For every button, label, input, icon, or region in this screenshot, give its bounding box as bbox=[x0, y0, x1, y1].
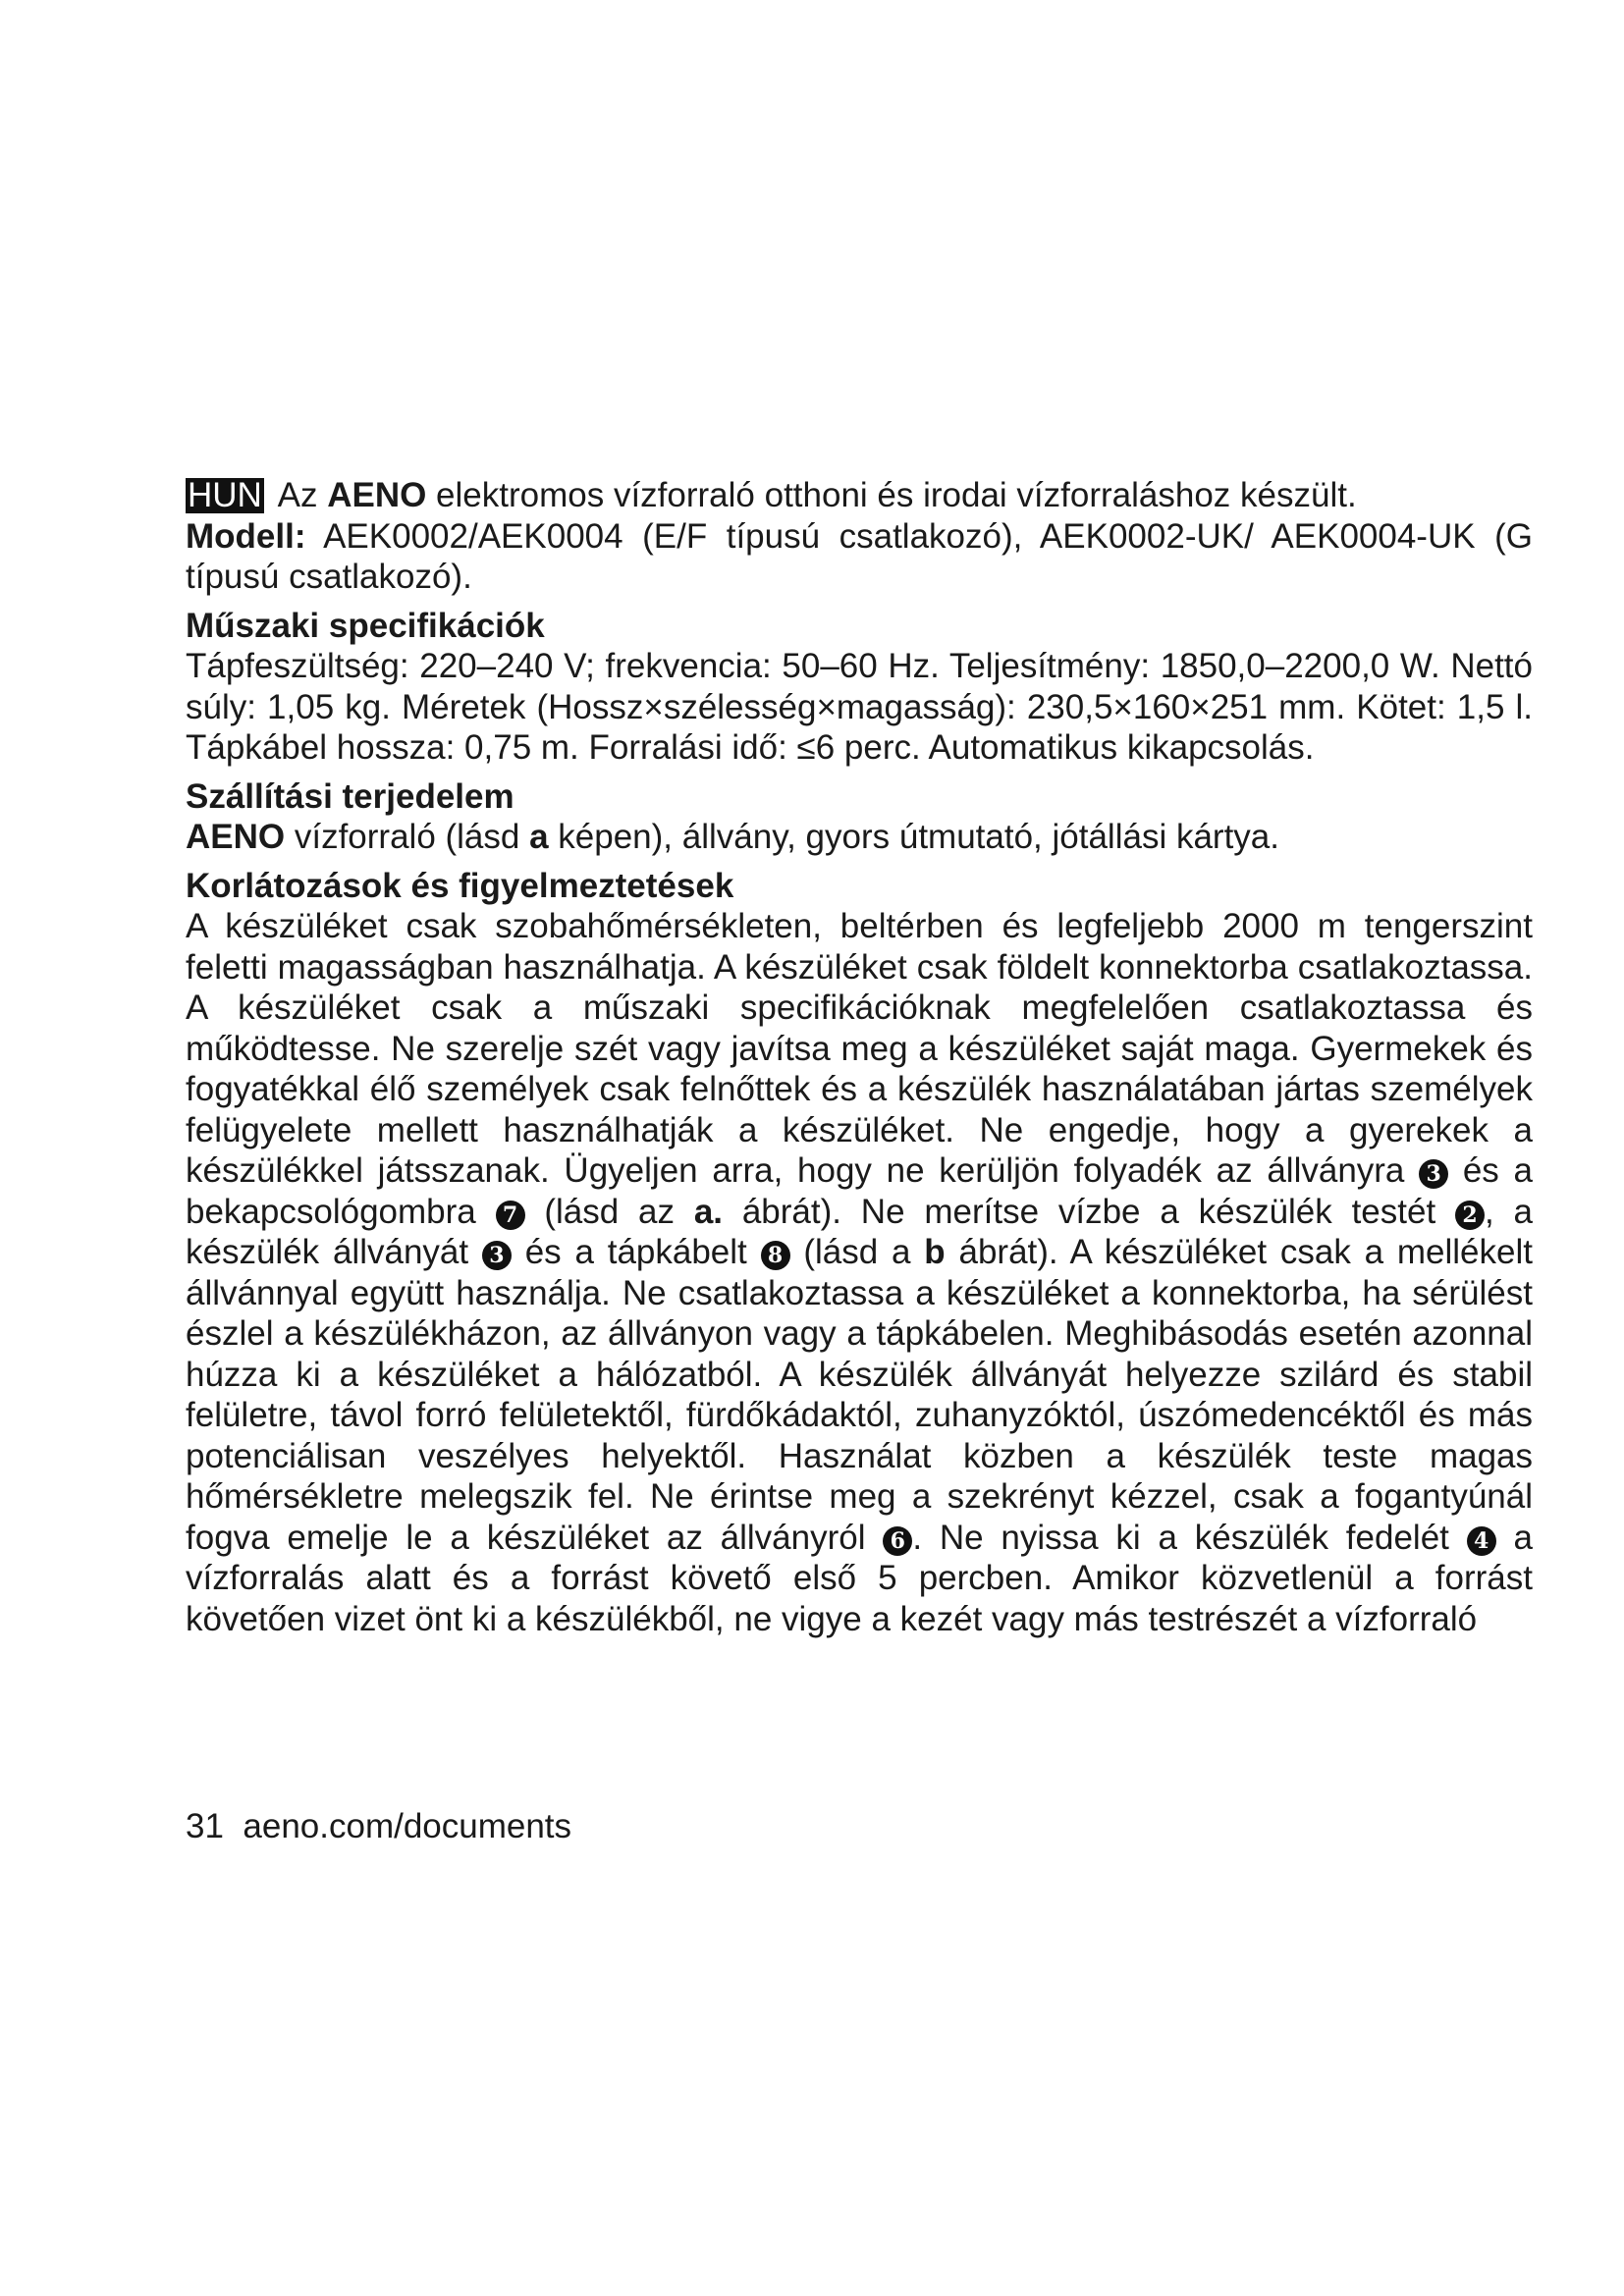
delivery-heading: Szállítási terjedelem bbox=[186, 776, 514, 816]
page-number: 31 bbox=[186, 1807, 224, 1845]
warnings-text-part: A készüléket csak szobahőmérsékleten, beltérben és legfeljebb 2000 m tengerszint feletti magasságban használhatja. A készüléket csak földelt konnektorba csatlakoztassa. A készüléket csak a műszaki specifikációknak megfelelően csatlakoztassa és működtesse. Ne szerelje szét vagy javítsa meg a készüléket saját maga. Gyermekek és fogyatékkal élő személyek csak felnőttek és a készülék használatában jártas személyek felügyelete mellett használhatják a készüléket. Ne engedje, hogy a gyerekek a készülékkel játsszanak. Ügyeljen arra, hogy ne kerüljön folyadék az állványra bbox=[186, 907, 1533, 1190]
warnings-text-part: , a készülék állványát bbox=[186, 1192, 1534, 1271]
figure-ref: a bbox=[529, 818, 549, 856]
warnings-text-part: és a bekapcsológombra bbox=[186, 1151, 1533, 1231]
delivery-text-part: képen), állvány, gyors útmutató, jótállási kártya. bbox=[548, 818, 1279, 856]
specs-heading: Műszaki specifikációk bbox=[186, 606, 545, 645]
warnings-text-part: a vízforralás alatt és a forrást követő első 5 percben. Amikor közvetlenül a forrást követően vizet önt ki a készülékből, ne vigye a kezét vagy más testrészét a vízforraló bbox=[186, 1518, 1533, 1638]
brand-name: AENO bbox=[186, 818, 286, 856]
callout-number-icon: 7 bbox=[496, 1201, 525, 1230]
intro-text: elektromos vízforraló otthoni és irodai vízforraláshoz készült. bbox=[426, 476, 1357, 514]
figure-ref: a. bbox=[693, 1192, 724, 1231]
warnings-heading: Korlátozások és figyelmeztetések bbox=[186, 866, 734, 905]
callout-number-icon: 4 bbox=[1467, 1526, 1496, 1556]
callout-number-icon: 3 bbox=[482, 1241, 512, 1270]
warnings-text-part: (lásd a bbox=[789, 1233, 925, 1271]
warnings-text-part: . Ne nyissa ki a készülék fedelét bbox=[912, 1518, 1467, 1557]
page-footer bbox=[186, 1806, 571, 1846]
warnings-text-part: ábrát). A készüléket csak a mellékelt állvánnyal együtt használja. Ne csatlakoztassa a készüléket a konnektorba, ha sérülést észlel a készülékházon, az állványon vagy a tápkábelen. Meghibásodás esetén azonnal húzza ki a készüléket a hálózatból. A készülék állványát helyezze szilárd és stabil felületre, távol forró felületektől, fürdőkádaktól, zuhanyzóktól, úszómedencéktől és más potenciálisan veszélyes helyektől. Használat közben a készülék teste magas hőmérsékletre melegszik fel. Ne érintse meg a szekrényt kézzel, csak a fogantyúnál fogva emelje le a készüléket az állványról bbox=[186, 1233, 1533, 1557]
page-content bbox=[186, 475, 1533, 1639]
documents-url: aeno.com/documents bbox=[243, 1807, 572, 1845]
specs-text: Tápfeszültség: 220–240 V; frekvencia: 50–60 Hz. Teljesítmény: 1850,0–2200,0 W. Nettó súly: 1,05 kg. Méretek (Hossz×szélesség×magasság): 230,5×160×251 mm. Kötet: 1,5 l. Tápkábel hossza: 0,75 m. Forralási idő: ≤6 perc. Automatikus kikapcsolás. bbox=[186, 647, 1533, 767]
model-label: Modell: bbox=[186, 516, 306, 556]
intro-text: Az bbox=[269, 476, 328, 514]
warnings-text-part: ábrát). Ne merítse vízbe a készülék testét bbox=[723, 1192, 1455, 1231]
callout-number-icon: 2 bbox=[1455, 1201, 1485, 1230]
callout-number-icon: 8 bbox=[761, 1241, 790, 1270]
model-text: AEK0002/AEK0004 (E/F típusú csatlakozó), AEK0002-UK/ AEK0004-UK (G típusú csatlakozó). bbox=[186, 516, 1533, 596]
callout-number-icon: 3 bbox=[1419, 1159, 1448, 1189]
warnings-text-part: (lásd az bbox=[524, 1192, 694, 1231]
warnings-text-part: és a tápkábelt bbox=[511, 1233, 761, 1271]
delivery-text-part: vízforraló (lásd bbox=[285, 818, 530, 856]
callout-number-icon: 6 bbox=[883, 1526, 912, 1556]
intro-paragraph bbox=[186, 475, 1533, 598]
figure-ref: b bbox=[924, 1233, 946, 1271]
delivery-text bbox=[186, 817, 1533, 858]
language-badge: HUN bbox=[188, 476, 262, 514]
warnings-text bbox=[186, 906, 1533, 1639]
brand-name: AENO bbox=[327, 476, 427, 514]
